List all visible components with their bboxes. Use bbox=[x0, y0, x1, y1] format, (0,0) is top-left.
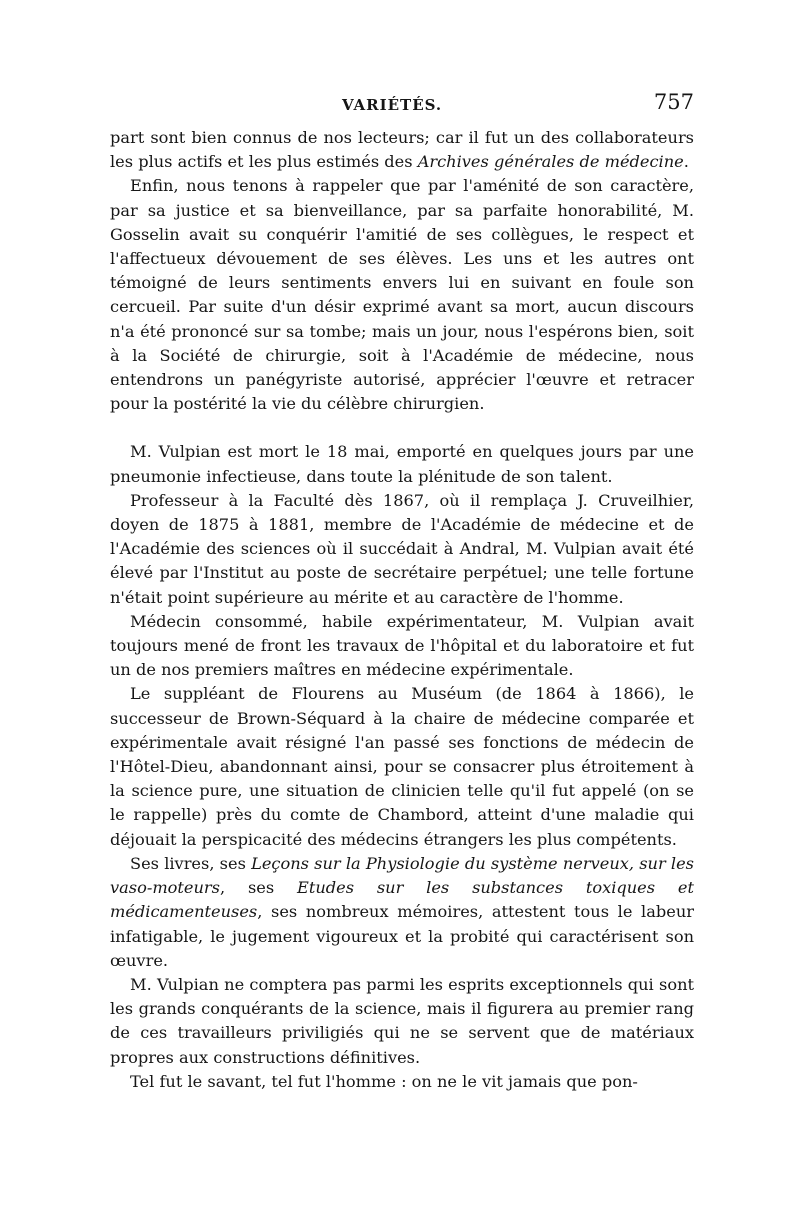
paragraph-vulpian-rank: M. Vulpian ne comptera pas parmi les esprits exceptionnels qui sont les grands conquérants de la science, mais il figurera au premier rang de ces travailleurs priviligiés qui ne se servent que de matériaux propres aux constructions définitives. bbox=[110, 974, 694, 1067]
paragraph-vulpian-physician: Médecin consommé, habile expérimentateur, M. Vulpian avait toujours mené de front les travaux de l'hôpital et du laboratoire et fut un de nos premiers maîtres en médecine expérimentale. bbox=[110, 611, 694, 680]
paragraph-gosselin-archives bbox=[110, 126, 694, 174]
book-title-etudes: Etudes sur les substances toxiques et médicamenteuses bbox=[110, 878, 694, 922]
text-run: , ses nombreux mémoires, attestent tous le labeur infatigable, le jugement vigoureux et la probité qui caractérisent son œuvre. bbox=[110, 902, 694, 970]
article-body bbox=[110, 126, 694, 1094]
page-header bbox=[110, 90, 694, 126]
paragraph-vulpian-works bbox=[110, 852, 694, 973]
paragraph-vulpian-museum: Le suppléant de Flourens au Muséum (de 1864 à 1866), le successeur de Brown-Séquard à la chaire de médecine comparée et expérimentale avait résigné l'an passé ses fonctions de médecin de l'Hôtel-Dieu, abandonnant ainsi, pour se consacrer plus étroitement à la science pure, une situation de clinicien telle qu'il fut appelé (on se le rappelle) près du comte de Chambord, atteint d'une maladie qui déjouait la perspicacité des médecins étrangers les plus compétents. bbox=[110, 684, 694, 849]
paragraph-vulpian-death: M. Vulpian est mort le 18 mai, emporté en quelques jours par une pneumonie infectieuse, dans toute la plénitude de son talent. bbox=[110, 442, 694, 486]
paragraph-gosselin-tribute: Enfin, nous tenons à rappeler que par l'aménité de son caractère, par sa justice et sa bienveillance, par sa parfaite honorabilité, M. Gosselin avait su conquérir l'amitié de ses collègues, le respect et l'affectueux dévouement de ses élèves. Les uns et les autres ont témoigné de leurs sentiments envers lui en suivant en foule son cercueil. Par suite d'un désir exprimé avant sa mort, aucun discours n'a été prononcé sur sa tombe; mais un jour, nous l'espérons bien, soit à la Société de chirurgie, soit à l'Académie de médecine, nous entendrons un panégyriste autorisé, apprécier l'œuvre et retracer pour la postérité la vie du célèbre chirurgien. bbox=[110, 176, 694, 414]
text-run: . bbox=[683, 152, 689, 172]
text-run: part sont bien connus de nos lecteurs; car il fut un des collaborateurs les plus actifs et les plus estimés des bbox=[110, 128, 694, 172]
paragraph-vulpian-savant: Tel fut le savant, tel fut l'homme : on ne le vit jamais que pon- bbox=[130, 1071, 638, 1091]
paragraph-vulpian-career: Professeur à la Faculté dès 1867, où il remplaça J. Cruveilhier, doyen de 1875 à 1881, membre de l'Académie de médecine et de l'Académie des sciences où il succédait à Andral, M. Vulpian avait été élevé par l'Institut au poste de secrétaire perpétuel; une telle fortune n'était point supérieure au mérite et au caractère de l'homme. bbox=[110, 490, 694, 607]
section-gap bbox=[110, 416, 694, 440]
journal-title: Archives générales de médecine bbox=[417, 152, 684, 172]
book-title-lecons: Leçons sur la Physiologie du système nerveux, sur les vaso-moteurs bbox=[110, 853, 694, 898]
running-title: VARIÉTÉS. bbox=[342, 96, 443, 114]
text-run: , ses bbox=[219, 878, 298, 898]
text-run: Ses livres, ses bbox=[130, 853, 252, 873]
page-number: 757 bbox=[653, 90, 694, 114]
document-page bbox=[110, 90, 694, 1094]
